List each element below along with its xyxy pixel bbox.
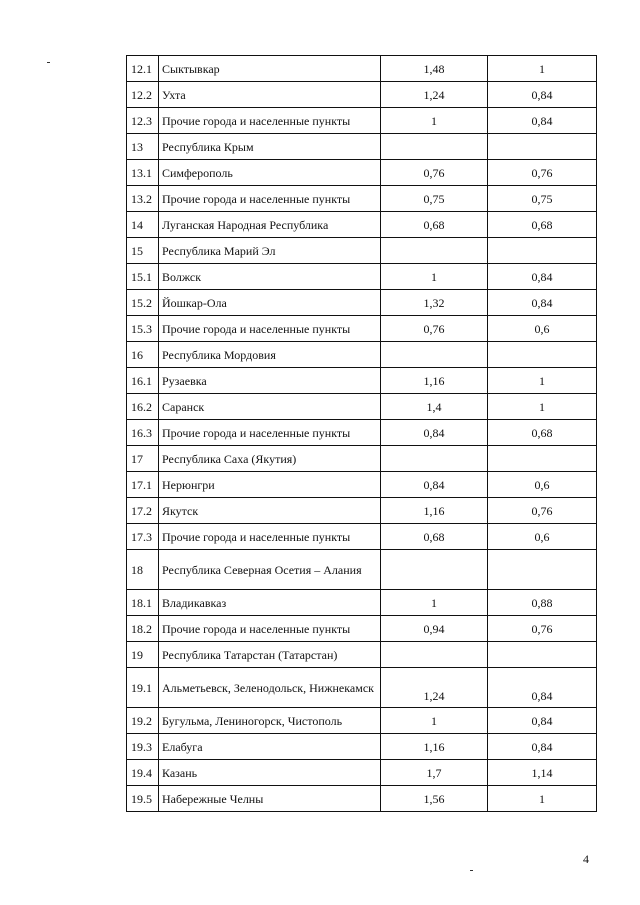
row-number: 15.1 bbox=[127, 264, 159, 290]
row-value-2: 0,76 bbox=[488, 498, 597, 524]
row-name: Республика Саха (Якутия) bbox=[159, 446, 381, 472]
row-name: Нерюнгри bbox=[159, 472, 381, 498]
table-row bbox=[127, 186, 597, 212]
row-value-2: 0,6 bbox=[488, 316, 597, 342]
table-row bbox=[127, 394, 597, 420]
row-number: 19 bbox=[127, 642, 159, 668]
row-number: 12.2 bbox=[127, 82, 159, 108]
row-value-1: 0,84 bbox=[381, 420, 488, 446]
table-row bbox=[127, 498, 597, 524]
table-row bbox=[127, 238, 597, 264]
row-name: Республика Мордовия bbox=[159, 342, 381, 368]
row-value-2: 0,84 bbox=[488, 668, 597, 708]
row-value-2: 0,6 bbox=[488, 472, 597, 498]
row-name: Прочие города и населенные пункты bbox=[159, 524, 381, 550]
row-name: Республика Крым bbox=[159, 134, 381, 160]
row-number: 17.3 bbox=[127, 524, 159, 550]
coefficient-table bbox=[126, 55, 597, 812]
row-number: 13 bbox=[127, 134, 159, 160]
row-value-2: 1 bbox=[488, 56, 597, 82]
row-value-2: 0,84 bbox=[488, 734, 597, 760]
table-row bbox=[127, 550, 597, 590]
table-row bbox=[127, 264, 597, 290]
table-row bbox=[127, 760, 597, 786]
row-name: Прочие города и населенные пункты bbox=[159, 108, 381, 134]
row-value-2: 0,88 bbox=[488, 590, 597, 616]
table-row bbox=[127, 786, 597, 812]
row-value-2: 0,84 bbox=[488, 290, 597, 316]
row-value-1: 1,7 bbox=[381, 760, 488, 786]
row-value-2: 0,84 bbox=[488, 108, 597, 134]
row-value-1 bbox=[381, 342, 488, 368]
row-value-1: 1,16 bbox=[381, 734, 488, 760]
row-name: Прочие города и населенные пункты bbox=[159, 616, 381, 642]
row-value-1: 0,68 bbox=[381, 212, 488, 238]
row-value-2: 0,68 bbox=[488, 212, 597, 238]
row-value-2: 0,6 bbox=[488, 524, 597, 550]
row-number: 14 bbox=[127, 212, 159, 238]
row-number: 18 bbox=[127, 550, 159, 590]
table-row bbox=[127, 668, 597, 708]
row-value-2: 0,84 bbox=[488, 82, 597, 108]
row-value-1: 1 bbox=[381, 108, 488, 134]
row-value-1: 0,76 bbox=[381, 160, 488, 186]
table-row bbox=[127, 316, 597, 342]
row-number: 13.2 bbox=[127, 186, 159, 212]
row-number: 17.1 bbox=[127, 472, 159, 498]
row-value-1: 0,75 bbox=[381, 186, 488, 212]
row-name: Саранск bbox=[159, 394, 381, 420]
row-value-1: 1,16 bbox=[381, 498, 488, 524]
row-name: Набережные Челны bbox=[159, 786, 381, 812]
row-number: 18.2 bbox=[127, 616, 159, 642]
table-row bbox=[127, 524, 597, 550]
row-value-1: 1,16 bbox=[381, 368, 488, 394]
row-value-2 bbox=[488, 550, 597, 590]
table-row bbox=[127, 616, 597, 642]
row-value-2: 1,14 bbox=[488, 760, 597, 786]
row-number: 13.1 bbox=[127, 160, 159, 186]
table-row bbox=[127, 160, 597, 186]
row-number: 16.1 bbox=[127, 368, 159, 394]
row-value-1 bbox=[381, 238, 488, 264]
row-name: Якутск bbox=[159, 498, 381, 524]
row-name: Альметьевск, Зеленодольск, Нижнекамск bbox=[159, 668, 381, 708]
table-row bbox=[127, 446, 597, 472]
table-row bbox=[127, 708, 597, 734]
row-value-1: 0,94 bbox=[381, 616, 488, 642]
row-name: Симферополь bbox=[159, 160, 381, 186]
row-value-2: 0,75 bbox=[488, 186, 597, 212]
row-name: Йошкар-Ола bbox=[159, 290, 381, 316]
row-name: Прочие города и населенные пункты bbox=[159, 420, 381, 446]
row-number: 16.3 bbox=[127, 420, 159, 446]
row-name: Республика Марий Эл bbox=[159, 238, 381, 264]
row-number: 18.1 bbox=[127, 590, 159, 616]
row-value-1: 1,24 bbox=[381, 668, 488, 708]
row-value-2: 0,76 bbox=[488, 160, 597, 186]
table-row bbox=[127, 82, 597, 108]
page-number: 4 bbox=[583, 852, 589, 866]
scan-speck bbox=[470, 870, 473, 871]
table-row bbox=[127, 368, 597, 394]
row-number: 12.1 bbox=[127, 56, 159, 82]
row-value-2: 0,76 bbox=[488, 616, 597, 642]
row-value-2: 1 bbox=[488, 394, 597, 420]
table-row bbox=[127, 590, 597, 616]
row-name: Ухта bbox=[159, 82, 381, 108]
table-row bbox=[127, 734, 597, 760]
row-number: 19.2 bbox=[127, 708, 159, 734]
row-number: 15.2 bbox=[127, 290, 159, 316]
row-number: 17 bbox=[127, 446, 159, 472]
row-value-2: 0,68 bbox=[488, 420, 597, 446]
row-value-2 bbox=[488, 238, 597, 264]
row-name: Сыктывкар bbox=[159, 56, 381, 82]
row-value-2 bbox=[488, 342, 597, 368]
row-number: 19.3 bbox=[127, 734, 159, 760]
row-number: 19.5 bbox=[127, 786, 159, 812]
table-row bbox=[127, 212, 597, 238]
row-value-1: 1,48 bbox=[381, 56, 488, 82]
row-value-2 bbox=[488, 642, 597, 668]
row-name: Прочие города и населенные пункты bbox=[159, 186, 381, 212]
row-value-1: 1,32 bbox=[381, 290, 488, 316]
row-name: Бугульма, Лениногорск, Чистополь bbox=[159, 708, 381, 734]
row-value-1: 1,56 bbox=[381, 786, 488, 812]
table-row bbox=[127, 420, 597, 446]
table-row bbox=[127, 56, 597, 82]
row-name: Рузаевка bbox=[159, 368, 381, 394]
table-row bbox=[127, 290, 597, 316]
row-value-1: 1,4 bbox=[381, 394, 488, 420]
row-name: Казань bbox=[159, 760, 381, 786]
row-value-2 bbox=[488, 134, 597, 160]
row-name: Елабуга bbox=[159, 734, 381, 760]
row-name: Республика Татарстан (Татарстан) bbox=[159, 642, 381, 668]
table-row bbox=[127, 472, 597, 498]
row-number: 17.2 bbox=[127, 498, 159, 524]
row-value-1: 1,24 bbox=[381, 82, 488, 108]
row-value-1: 1 bbox=[381, 708, 488, 734]
row-value-2: 1 bbox=[488, 786, 597, 812]
table-row bbox=[127, 134, 597, 160]
row-name: Прочие города и населенные пункты bbox=[159, 316, 381, 342]
row-number: 12.3 bbox=[127, 108, 159, 134]
scan-speck bbox=[47, 62, 50, 63]
row-number: 19.4 bbox=[127, 760, 159, 786]
row-value-1 bbox=[381, 550, 488, 590]
row-name: Владикавказ bbox=[159, 590, 381, 616]
row-value-1: 0,68 bbox=[381, 524, 488, 550]
row-value-1: 1 bbox=[381, 264, 488, 290]
table-row bbox=[127, 642, 597, 668]
row-value-2 bbox=[488, 446, 597, 472]
row-value-1: 1 bbox=[381, 590, 488, 616]
row-number: 16 bbox=[127, 342, 159, 368]
row-number: 16.2 bbox=[127, 394, 159, 420]
row-value-1 bbox=[381, 446, 488, 472]
row-name: Волжск bbox=[159, 264, 381, 290]
row-value-1 bbox=[381, 134, 488, 160]
table-body bbox=[127, 56, 597, 812]
row-number: 15 bbox=[127, 238, 159, 264]
row-value-1: 0,84 bbox=[381, 472, 488, 498]
row-value-2: 0,84 bbox=[488, 264, 597, 290]
row-name: Луганская Народная Республика bbox=[159, 212, 381, 238]
row-value-2: 1 bbox=[488, 368, 597, 394]
table-row bbox=[127, 108, 597, 134]
row-number: 15.3 bbox=[127, 316, 159, 342]
row-value-1 bbox=[381, 642, 488, 668]
row-value-1: 0,76 bbox=[381, 316, 488, 342]
row-number: 19.1 bbox=[127, 668, 159, 708]
row-name: Республика Северная Осетия – Алания bbox=[159, 550, 381, 590]
row-value-2: 0,84 bbox=[488, 708, 597, 734]
table-row bbox=[127, 342, 597, 368]
